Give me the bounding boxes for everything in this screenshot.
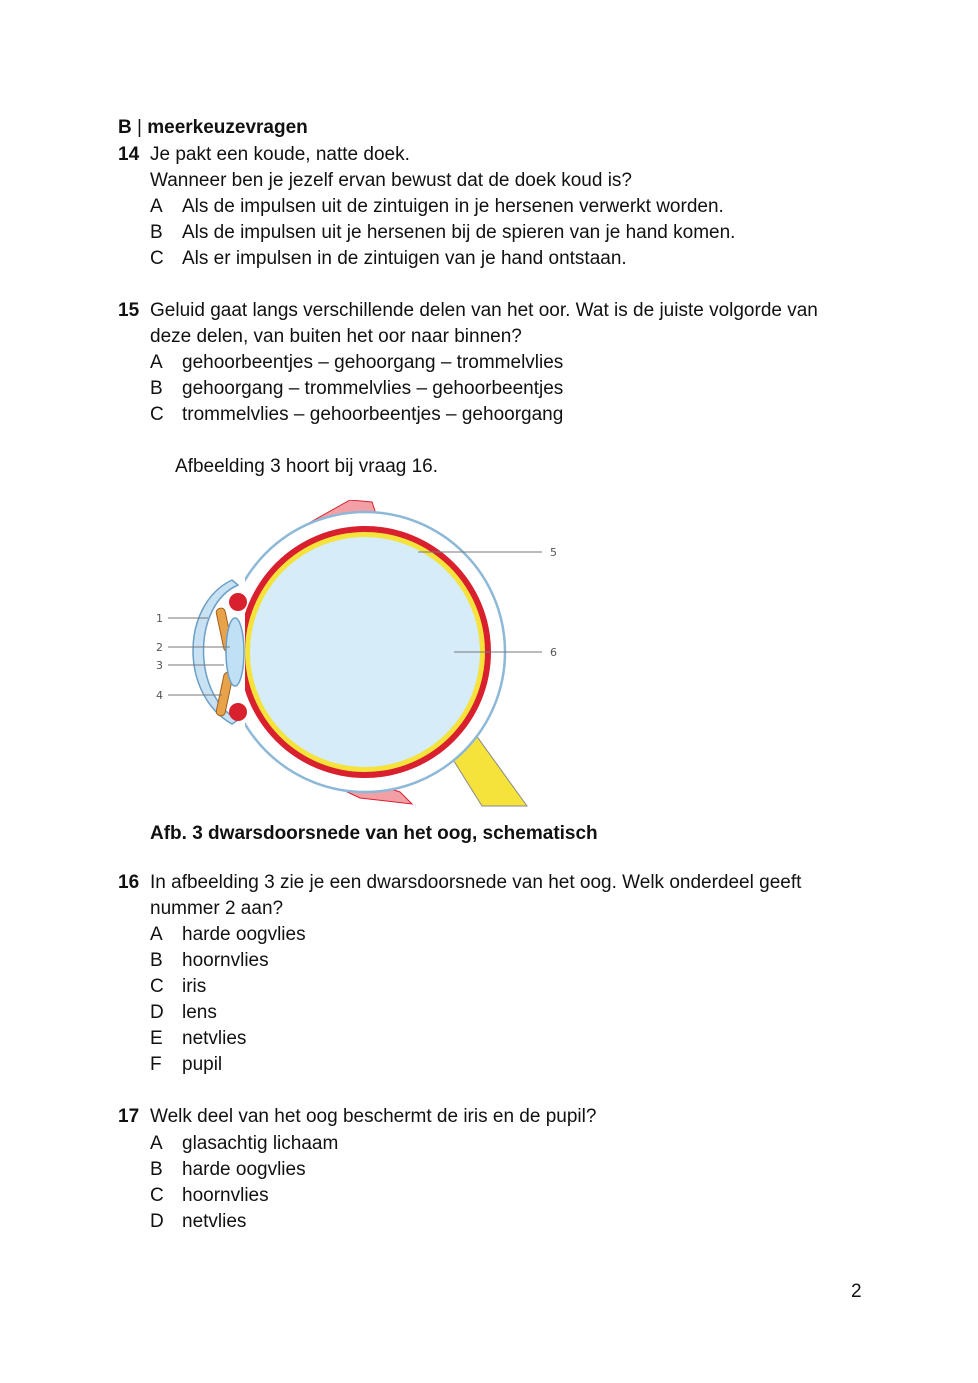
question-number: 15 [118, 300, 140, 321]
option-letter: B [150, 378, 163, 399]
option-text: harde oogvlies [182, 924, 306, 945]
diagram-label-4: 4 [156, 689, 163, 702]
question-text-line: Je pakt een koude, natte doek. [150, 144, 410, 165]
vitreous-body [250, 537, 480, 767]
option-text: netvlies [182, 1028, 247, 1049]
option-letter: B [150, 222, 163, 243]
figure-intro: Afbeelding 3 hoort bij vraag 16. [175, 456, 439, 477]
option-letter: D [150, 1211, 164, 1232]
option-letter: B [150, 1159, 163, 1180]
option-text: pupil [182, 1054, 223, 1075]
option-letter: C [150, 976, 164, 997]
ciliary-upper [229, 593, 247, 611]
option-text: glasachtig lichaam [182, 1133, 339, 1154]
option-text: Als er impulsen in de zintuigen van je hand ontstaan. [182, 248, 627, 269]
option-letter: A [150, 924, 163, 945]
question-number: 14 [118, 144, 140, 165]
option-letter: B [150, 950, 163, 971]
diagram-label-6: 6 [550, 646, 557, 659]
question-text-line: Wanneer ben je jezelf ervan bewust dat de doek koud is? [150, 170, 632, 191]
section-letter: B [118, 117, 132, 138]
section-title: meerkeuzevragen [147, 117, 308, 138]
option-letter: A [150, 352, 163, 373]
page-number: 2 [851, 1281, 862, 1302]
option-text: hoornvlies [182, 1185, 269, 1206]
question-number: 17 [118, 1106, 140, 1127]
option-text: Als de impulsen uit de zintuigen in je hersenen verwerkt worden. [182, 196, 724, 217]
option-letter: D [150, 1002, 164, 1023]
option-letter: A [150, 196, 163, 217]
option-text: gehoorgang – trommelvlies – gehoorbeentjes [182, 378, 564, 399]
diagram-label-2: 2 [156, 641, 163, 654]
question-number: 16 [118, 872, 140, 893]
question-text-line: Geluid gaat langs verschillende delen van het oor. Wat is de juiste volgorde van [150, 300, 818, 321]
option-text: harde oogvlies [182, 1159, 306, 1180]
option-letter: A [150, 1133, 163, 1154]
option-letter: C [150, 248, 164, 269]
option-letter: C [150, 1185, 164, 1206]
question-text-line: In afbeelding 3 zie je een dwarsdoorsnede van het oog. Welk onderdeel geeft [150, 872, 802, 893]
question-text-line: nummer 2 aan? [150, 898, 284, 919]
question-text-line: deze delen, van buiten het oor naar binnen? [150, 326, 522, 347]
option-text: netvlies [182, 1211, 247, 1232]
option-text: Als de impulsen uit je hersenen bij de spieren van je hand komen. [182, 222, 736, 243]
ciliary-lower [229, 703, 247, 721]
diagram-label-1: 1 [156, 612, 163, 625]
option-text: iris [182, 976, 207, 997]
option-letter: C [150, 404, 164, 425]
option-letter: F [150, 1054, 162, 1075]
figure-caption: Afb. 3 dwarsdoorsnede van het oog, schematisch [150, 823, 598, 844]
option-letter: E [150, 1028, 163, 1049]
option-text: trommelvlies – gehoorbeentjes – gehoorgang [182, 404, 564, 425]
option-text: hoornvlies [182, 950, 269, 971]
question-text-line: Welk deel van het oog beschermt de iris en de pupil? [150, 1106, 597, 1127]
diagram-label-3: 3 [156, 659, 163, 672]
section-header [118, 117, 308, 139]
option-text: lens [182, 1002, 217, 1023]
lens [226, 618, 244, 686]
option-text: gehoorbeentjes – gehoorgang – trommelvlies [182, 352, 564, 373]
diagram-label-5: 5 [550, 546, 557, 559]
section-separator: | [137, 117, 142, 138]
eye-cross-section-diagram [150, 500, 570, 810]
